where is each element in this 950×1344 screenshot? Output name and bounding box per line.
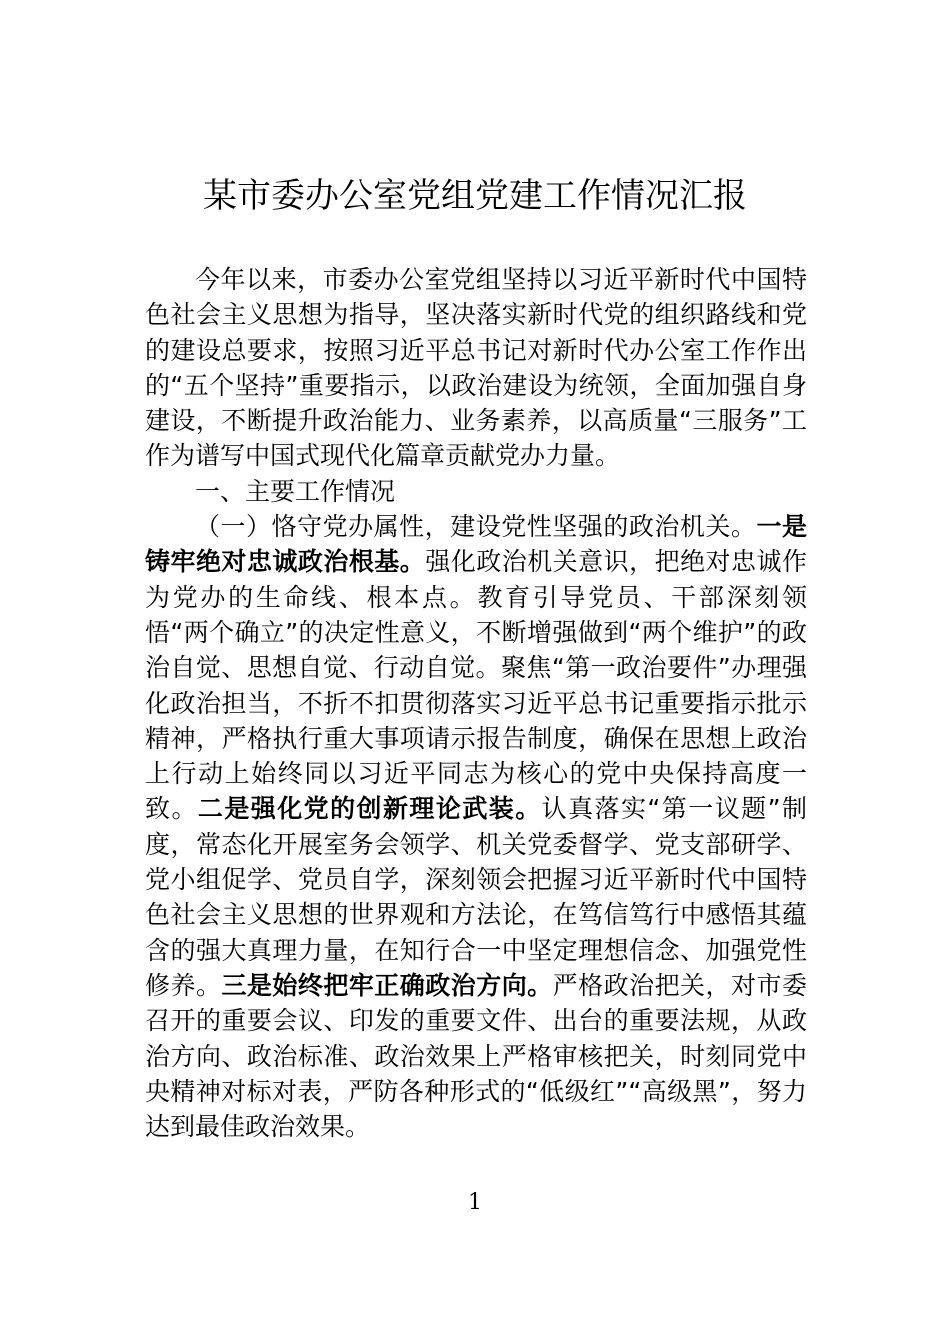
intro-paragraph: 今年以来，市委办公室党组坚持以习近平新时代中国特色社会主义思想为指导，坚决落实新时代党的组织路线和党的建设总要求，按照习近平总书记对新时代办公室工作作出的“五个坚持”重要指示，以政治建设为统领，全面加强自身建设，不断提升政治能力、业务素养，以高质量“三服务”工作为谱写中国式现代化篇章贡献党办力量。 [145, 265, 807, 471]
page-number: 1 [468, 1190, 482, 1215]
subsection-paragraph [145, 509, 807, 1144]
section-heading: 一、主要工作情况 [195, 476, 396, 506]
point2-heading: 二是强化党的创新理论武装。 [197, 794, 542, 824]
document-title: 某市委办公室党组党建工作情况汇报 [203, 176, 747, 216]
point2-text: 认真落实“第一议题”制度，常态化开展室务会领学、机关党委督学、党支部研学、党小组促学、党员自学，深刻领会把握习近平新时代中国特色社会主义思想的世界观和方法论，在笃信笃行中感悟其蕴含的强大真理力量，在知行合一中坚定理想信念、加强党性修养。 [145, 794, 807, 1000]
document-body [145, 262, 807, 1144]
subsection-heading: （一）恪守党办属性，建设党性坚强的政治机关。 [195, 512, 757, 542]
point1-text: 强化政治机关意识，把绝对忠诚作为党办的生命线、根本点。教育引导党员、干部深刻领悟“两个确立”的决定性意义，不断增强做到“两个维护”的政治自觉、思想自觉、行动自觉。聚焦“第一政治要件”办理强化政治担当，不折不扣贯彻落实习近平总书记重要指示批示精神，严格执行重大事项请示报告制度，确保在思想上政治上行动上始终同以习近平同志为核心的党中央保持高度一致。 [145, 547, 807, 824]
point1-heading: 一是铸牢绝对忠诚政治根基。 [145, 512, 807, 577]
point3-text: 严格政治把关，对市委召开的重要会议、印发的重要文件、出台的重要法规，从政治方向、政治标准、政治效果上严格审核把关，时刻同党中央精神对标对表，严防各种形式的“低级红”“高级黑”，努力达到最佳政治效果。 [145, 970, 807, 1142]
point3-heading: 三是始终把牢正确政治方向。 [221, 970, 553, 1000]
